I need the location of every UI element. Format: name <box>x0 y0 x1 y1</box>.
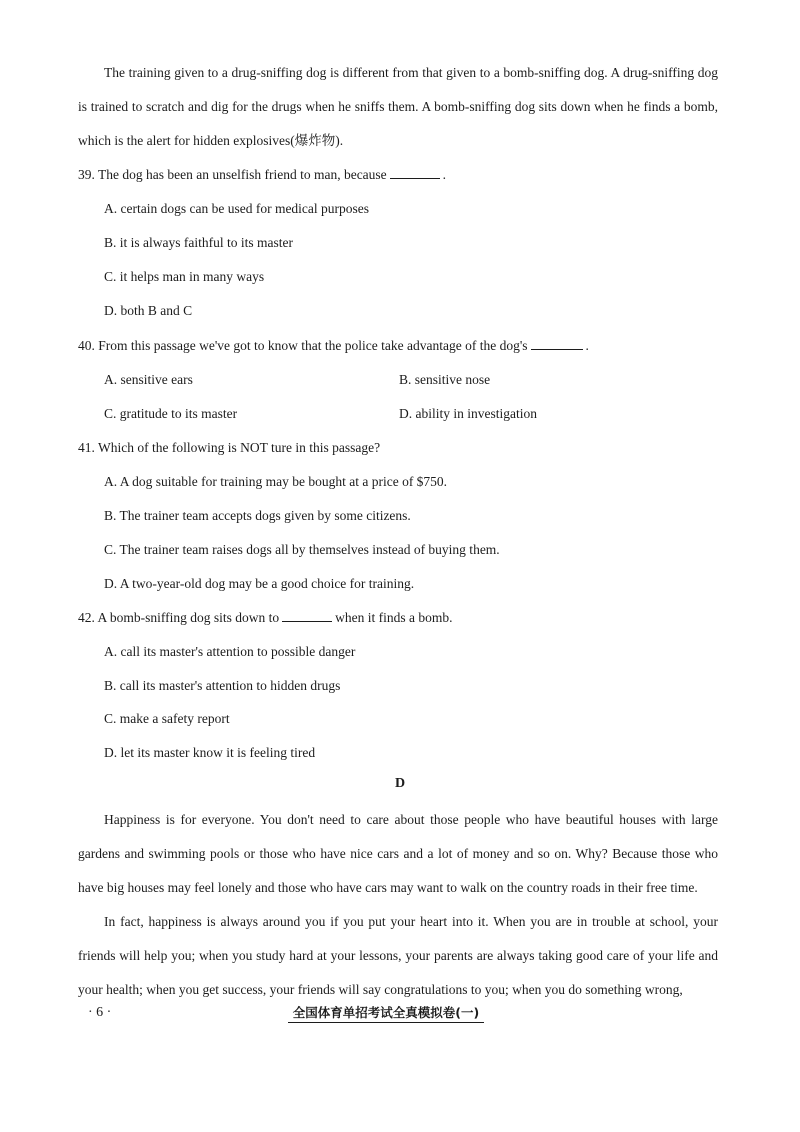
option-text: it is always faithful to its master <box>119 235 293 250</box>
q42-option-c <box>104 709 230 729</box>
option-text: let its master know it is feeling tired <box>120 745 316 760</box>
q41-option-d <box>104 574 414 594</box>
option-letter: A. <box>104 372 118 387</box>
question-stem: Which of the following is NOT ture in this passage? <box>98 440 381 455</box>
answer-blank <box>282 609 332 622</box>
option-letter: D. <box>104 303 118 318</box>
q42-option-b <box>104 676 340 696</box>
q39-option-d <box>104 301 192 321</box>
option-letter: B. <box>104 235 117 250</box>
option-letter: B. <box>399 372 412 387</box>
option-letter: A. <box>104 644 118 659</box>
option-text: ability in investigation <box>415 406 537 421</box>
question-stem: The dog has been an unselfish friend to man, because <box>98 167 387 182</box>
option-text: A dog suitable for training may be bought at a price of $750. <box>119 474 448 489</box>
q40-option-c <box>104 404 237 424</box>
question-number: 41. <box>78 440 95 455</box>
option-letter: A. <box>104 474 118 489</box>
question-stem-end: . <box>585 338 589 353</box>
q41-option-a <box>104 472 447 492</box>
option-letter: C. <box>104 711 117 726</box>
page-number: · 6 · <box>88 1005 112 1020</box>
section-d-paragraph-1: Happiness is for everyone. You don't need to care about those people who have beautiful houses with large gardens and swimming pools or those who have nice cars and a lot of money and so on. Why? Because those who have big houses may feel lonely and those who have cars may want to walk on the country roads in their free time. <box>78 812 718 895</box>
question-number: 40. <box>78 338 95 353</box>
option-letter: D. <box>104 745 118 760</box>
q39-option-c <box>104 267 264 287</box>
option-text: make a safety report <box>119 711 230 726</box>
footer-exam-title: 全国体育单招考试全真模拟卷(一) <box>288 1003 484 1023</box>
option-text: The trainer team raises dogs all by themselves instead of buying them. <box>119 542 500 557</box>
question-stem-end: when it finds a bomb. <box>335 610 453 625</box>
option-text: call its master's attention to hidden drugs <box>119 678 341 693</box>
q41-option-c <box>104 540 500 560</box>
option-letter: D. <box>399 406 413 421</box>
option-text: it helps man in many ways <box>119 269 265 284</box>
question-39 <box>78 165 718 185</box>
option-letter: B. <box>104 678 117 693</box>
option-text: sensitive nose <box>414 372 491 387</box>
answer-blank <box>390 166 440 179</box>
question-stem-end: . <box>442 167 447 182</box>
question-number: 42. <box>78 610 95 625</box>
option-letter: A. <box>104 201 118 216</box>
option-text: A two-year-old dog may be a good choice for training. <box>119 576 415 591</box>
option-text: certain dogs can be used for medical purposes <box>120 201 370 216</box>
option-letter: C. <box>104 406 117 421</box>
option-text: call its master's attention to possible danger <box>120 644 356 659</box>
q39-option-a <box>104 199 369 219</box>
option-letter: B. <box>104 508 117 523</box>
q42-option-d <box>104 743 315 763</box>
section-d-heading: D <box>394 776 406 791</box>
option-letter: D. <box>104 576 118 591</box>
q41-option-b <box>104 506 411 526</box>
passage-c-closing-paragraph: The training given to a drug-sniffing dog is different from that given to a bomb-sniffing dog. A drug-sniffing dog is trained to scratch and dig for the drugs when he sniffs them. A bomb-sniffing dog sits down when he finds a bomb, which is the alert for hidden explosives(爆炸物). <box>78 65 718 148</box>
option-text: The trainer team accepts dogs given by some citizens. <box>119 508 411 523</box>
q39-option-b <box>104 233 293 253</box>
q40-option-a <box>104 370 193 390</box>
question-stem: From this passage we've got to know that the police take advantage of the dog's <box>98 338 528 353</box>
option-text: gratitude to its master <box>119 406 238 421</box>
option-letter: C. <box>104 542 117 557</box>
question-number: 39. <box>78 167 95 182</box>
question-stem: A bomb-sniffing dog sits down to <box>97 610 280 625</box>
q42-option-a <box>104 642 355 662</box>
question-42 <box>78 608 718 628</box>
option-text: sensitive ears <box>120 372 193 387</box>
q40-option-b <box>399 370 490 390</box>
option-letter: C. <box>104 269 117 284</box>
question-40 <box>78 336 718 356</box>
question-41 <box>78 438 718 458</box>
section-d-paragraph-2: In fact, happiness is always around you if you put your heart into it. When you are in trouble at school, your friends will help you; when you study hard at your lessons, your parents are always taking good care of your life and your health; when you get success, your friends will say congratulations to you; when you do something wrong, <box>78 914 718 997</box>
answer-blank <box>531 337 583 350</box>
q40-option-d <box>399 404 537 424</box>
option-text: both B and C <box>120 303 193 318</box>
